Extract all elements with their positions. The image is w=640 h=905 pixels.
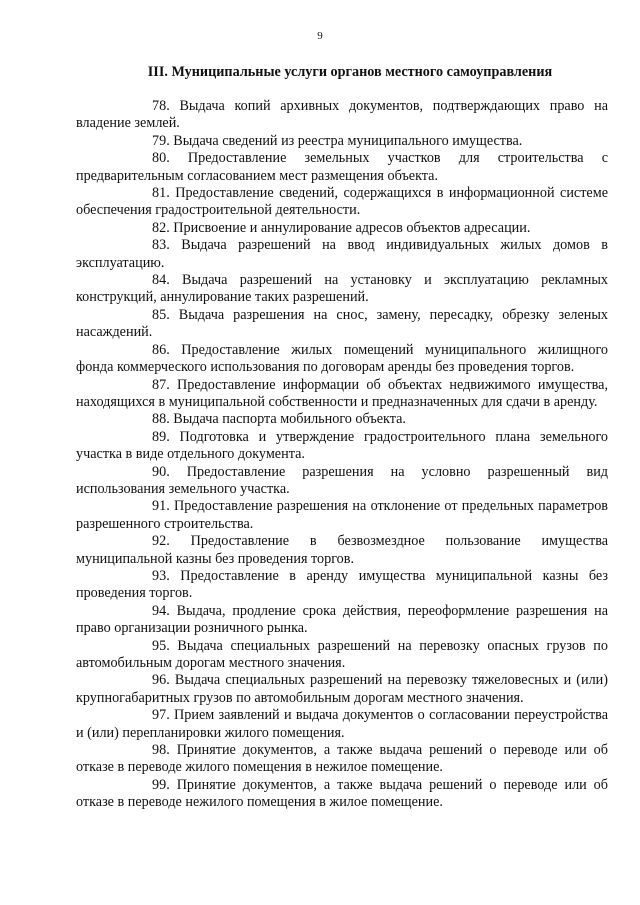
item-text: Принятие документов, а также выдача решений о переводе или об отказе в переводе жилого помещения в нежилое помещение.	[76, 742, 608, 776]
item-text: Присвоение и аннулирование адресов объектов адресации.	[173, 219, 531, 236]
list-item	[76, 220, 608, 237]
item-number: 83.	[152, 237, 170, 254]
item-number: 97.	[152, 707, 170, 724]
list-item	[76, 568, 608, 603]
section-title: III. Муниципальные услуги органов местного самоуправления	[147, 64, 553, 80]
list-item	[76, 150, 608, 185]
item-text: Выдача, продление срока действия, переоформление разрешения на право организации розничного рынка.	[76, 602, 608, 637]
item-number: 85.	[152, 306, 170, 323]
item-number: 98.	[152, 742, 170, 759]
item-number: 87.	[152, 376, 170, 393]
item-text: Предоставление сведений, содержащихся в информационной системе обеспечения градостроительной деятельности.	[76, 185, 608, 219]
item-text: Предоставление разрешения на отклонение от предельных параметров разрешенного строительства.	[76, 498, 608, 532]
item-number: 79.	[152, 132, 170, 149]
list-item	[76, 133, 608, 150]
item-number: 89.	[152, 428, 170, 445]
list-item	[76, 272, 608, 307]
list-item	[76, 307, 608, 342]
item-number: 86.	[152, 341, 170, 358]
list-item	[76, 185, 608, 220]
item-number: 92.	[152, 533, 170, 550]
list-item	[76, 742, 608, 777]
list-item	[76, 707, 608, 742]
list-item	[76, 377, 608, 412]
list-item	[76, 672, 608, 707]
item-number: 84.	[152, 272, 170, 289]
item-number: 90.	[152, 463, 170, 480]
item-number: 93.	[152, 567, 170, 584]
item-text: Подготовка и утверждение градостроительного плана земельного участка в виде отдельного документа.	[76, 428, 609, 463]
list-item	[76, 342, 608, 377]
item-text: Предоставление земельных участков для строительства с предварительным согласованием мест размещения объекта.	[76, 150, 609, 184]
item-number: 78.	[152, 98, 170, 114]
item-number: 99.	[152, 776, 170, 793]
item-text: Предоставление в безвозмездное пользование имущества муниципальной казны без проведения торгов.	[76, 533, 609, 567]
item-text: Выдача сведений из реестра муниципального имущества.	[173, 132, 523, 149]
item-number: 94.	[152, 602, 170, 619]
service-list	[76, 98, 608, 812]
item-text: Выдача разрешений на ввод индивидуальных жилых домов в эксплуатацию.	[76, 237, 608, 271]
item-text: Выдача разрешений на установку и эксплуатацию рекламных конструкций, аннулирование таких разрешений.	[76, 272, 608, 306]
item-number: 96.	[152, 672, 170, 689]
item-text: Предоставление в аренду имущества муниципальной казны без проведения торгов.	[76, 567, 609, 602]
item-text: Предоставление информации об объектах недвижимого имущества, находящихся в муниципальной собственности и предназначенных для сдачи в аренду.	[76, 376, 609, 410]
item-text: Выдача специальных разрешений на перевозку опасных грузов по автомобильным дорогам местного значения.	[76, 637, 608, 671]
item-number: 91.	[152, 498, 170, 515]
list-item	[76, 237, 608, 272]
item-number: 95.	[152, 637, 170, 654]
list-item	[76, 464, 608, 499]
list-item	[76, 603, 608, 638]
item-text: Выдача специальных разрешений на перевозку тяжеловесных и (или) крупногабаритных грузов по автомобильным дорогам местного значения.	[76, 672, 608, 706]
item-text: Выдача копий архивных документов, подтверждающих право на владение землей.	[76, 98, 608, 132]
list-item	[76, 429, 608, 464]
item-number: 80.	[152, 150, 170, 167]
list-item	[76, 533, 608, 568]
item-text: Предоставление разрешения на условно разрешенный вид использования земельного участка.	[76, 463, 609, 497]
list-item	[76, 638, 608, 673]
item-number: 82.	[152, 219, 170, 236]
list-item	[76, 498, 608, 533]
item-text: Выдача паспорта мобильного объекта.	[173, 411, 406, 428]
list-item	[76, 98, 608, 133]
item-text: Прием заявлений и выдача документов о согласовании переустройства и (или) перепланировки жилого помещения.	[76, 707, 608, 741]
item-text: Предоставление жилых помещений муниципального жилищного фонда коммерческого использования по договорам аренды без проведения торгов.	[76, 341, 609, 376]
item-text: Принятие документов, а также выдача решений о переводе или об отказе в переводе нежилого помещения в жилое помещение.	[76, 776, 608, 811]
page-number: 9	[317, 30, 323, 42]
item-number: 88.	[152, 411, 170, 428]
item-number: 81.	[152, 185, 170, 202]
list-item	[76, 777, 608, 812]
item-text: Выдача разрешения на снос, замену, пересадку, обрезку зеленых насаждений.	[76, 306, 609, 341]
list-item	[76, 411, 608, 428]
